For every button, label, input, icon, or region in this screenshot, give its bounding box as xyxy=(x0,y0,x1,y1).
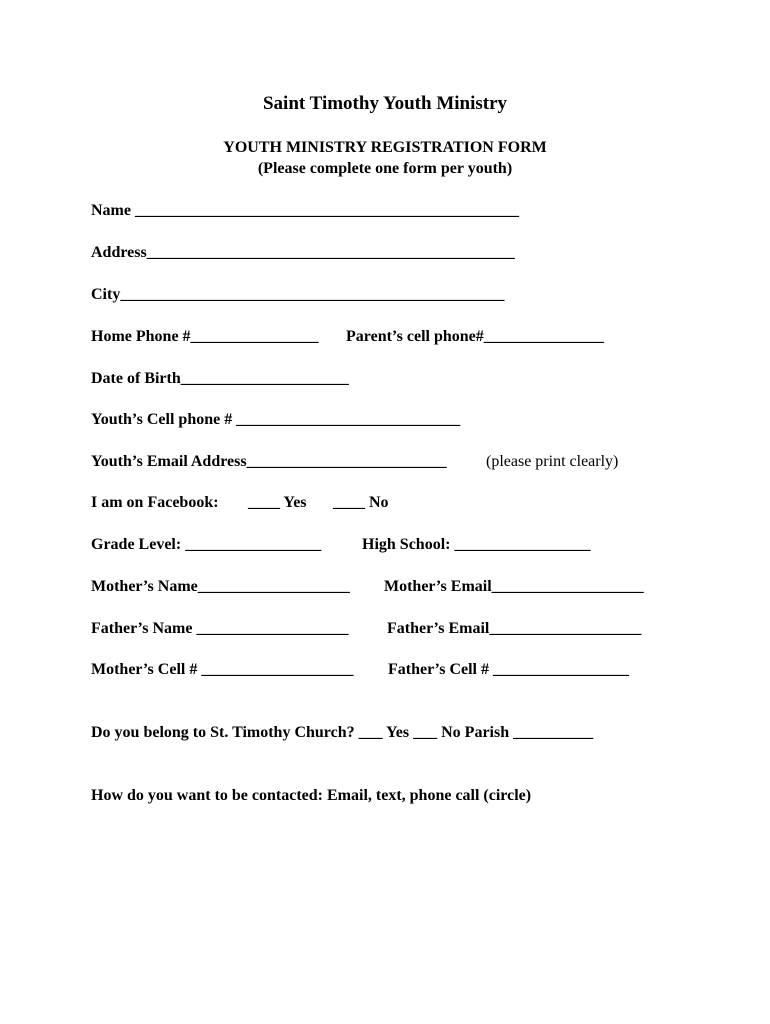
mothers-email-field[interactable]: Mother’s Email___________________ xyxy=(384,578,644,595)
phone-row xyxy=(91,327,691,347)
parent-cell-field[interactable]: Parent’s cell phone#_______________ xyxy=(346,328,604,345)
address-field[interactable]: Address______________________________________________ xyxy=(91,244,515,261)
fathers-cell-field[interactable]: Father’s Cell # _________________ xyxy=(388,661,629,678)
facebook-yes-option[interactable]: ____ Yes xyxy=(248,494,307,511)
facebook-no-option[interactable]: ____ No xyxy=(333,494,389,511)
contact-preference-question[interactable]: How do you want to be contacted: Email, text, phone call (circle) xyxy=(91,787,532,804)
ministry-title: Saint Timothy Youth Ministry xyxy=(262,93,508,114)
youth-email-field[interactable]: Youth’s Email Address_________________________ xyxy=(91,453,447,470)
facebook-label: I am on Facebook: xyxy=(91,494,219,511)
fathers-email-field[interactable]: Father’s Email___________________ xyxy=(387,620,642,637)
facebook-row xyxy=(91,493,691,513)
form-title: YOUTH MINISTRY REGISTRATION FORM xyxy=(223,139,547,156)
church-membership-question[interactable]: Do you belong to St. Timothy Church? ___ Yes ___ No Parish __________ xyxy=(91,724,594,741)
school-row xyxy=(91,535,691,555)
youth-cell-field[interactable]: Youth’s Cell phone # ____________________________ xyxy=(91,411,461,428)
form-instruction: (Please complete one form per youth) xyxy=(257,160,513,177)
youth-email-row xyxy=(91,452,691,472)
grade-level-field[interactable]: Grade Level: _________________ xyxy=(91,536,322,553)
city-field[interactable]: City________________________________________________ xyxy=(91,286,505,303)
fathers-name-field[interactable]: Father’s Name ___________________ xyxy=(91,620,349,637)
date-of-birth-field[interactable]: Date of Birth_____________________ xyxy=(91,370,349,387)
mother-row xyxy=(91,577,691,597)
high-school-field[interactable]: High School: _________________ xyxy=(362,536,591,553)
name-field[interactable]: Name ________________________________________________ xyxy=(91,202,519,219)
mothers-cell-field[interactable]: Mother’s Cell # ___________________ xyxy=(91,661,354,678)
mothers-name-field[interactable]: Mother’s Name___________________ xyxy=(91,578,350,595)
cell-row xyxy=(91,660,691,680)
father-row xyxy=(91,619,691,639)
youth-email-note: (please print clearly) xyxy=(486,453,619,470)
home-phone-field[interactable]: Home Phone #________________ xyxy=(91,328,319,345)
